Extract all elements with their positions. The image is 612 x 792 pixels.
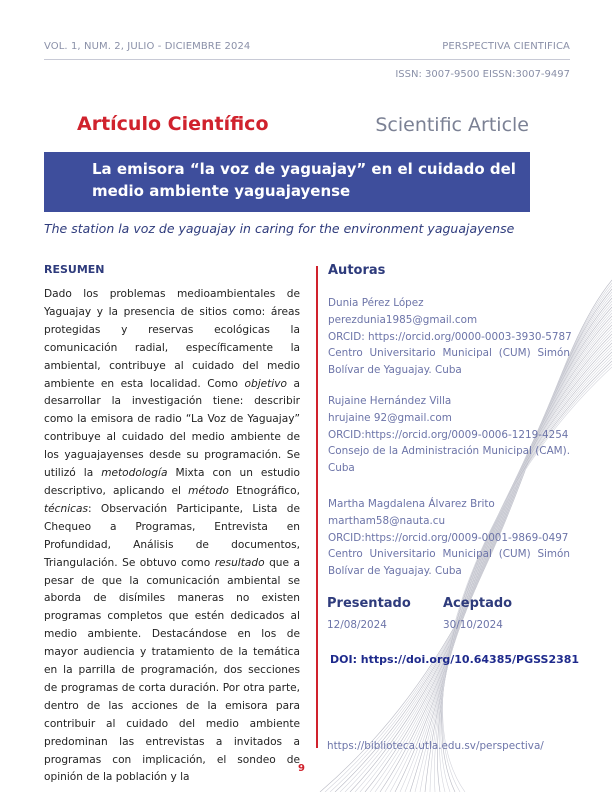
author-name: Dunia Pérez López bbox=[328, 297, 424, 309]
author-email[interactable]: perezdunia1985@gmail.com bbox=[328, 313, 478, 326]
author-name: Rujaine Hernández Villa bbox=[328, 395, 452, 407]
accepted-label: Aceptado bbox=[443, 596, 513, 611]
abstract-emphasis: técnicas bbox=[44, 502, 88, 515]
abstract-text: : Observación Participante, Lista de Chequeo a Programas, Entrevista en Profundidad, Análisis de documentos, Triangulación. Se obtuvo como bbox=[44, 502, 300, 569]
abstract-text: Etnográfico, bbox=[228, 484, 300, 497]
author-entry bbox=[328, 496, 570, 580]
author-email[interactable]: hrujaine 92@gmail.com bbox=[328, 411, 452, 424]
authors-heading: Autoras bbox=[328, 263, 386, 278]
abstract-text: Dado los problemas medioambientales de Yaguajay y la presencia de sitios como: áreas protegidas y reservas ecológicas la comunicación radial, específicamente la ambiental, contribuye al cuidado del medio ambiente en esta localidad. Como bbox=[44, 288, 300, 390]
submitted-label: Presentado bbox=[327, 596, 411, 611]
abstract-emphasis: metodología bbox=[101, 467, 168, 480]
abstract-text: a desarrollar la investigación tiene: describir como la emisora de radio “La Voz de Yaguajay” contribuye al cuidado del medio ambiente de los yaguajayenses desde su programación. Se utilizó la bbox=[44, 377, 301, 480]
header-volume: VOL. 1, NUM. 2, JULIO - DICIEMBRE 2024 bbox=[44, 41, 251, 52]
author-institution: Consejo de la Administración Municipal (CAM). Cuba bbox=[328, 445, 570, 475]
author-orcid[interactable]: ORCID:https://orcid.org/0009-0006-1219-4254 bbox=[328, 428, 569, 441]
journal-url-link[interactable]: https://biblioteca.utla.edu.sv/perspectiva/ bbox=[327, 740, 544, 752]
abstract-text: Mixta con un estudio descriptivo, aplicando el bbox=[44, 467, 300, 497]
author-entry bbox=[328, 295, 570, 379]
article-type-spanish: Artículo Científico bbox=[77, 113, 269, 135]
author-name: Martha Magdalena Álvarez Brito bbox=[328, 498, 495, 510]
page-number: 9 bbox=[298, 763, 305, 774]
abstract-body bbox=[44, 286, 300, 787]
header-journal-name: PERSPECTIVA CIENTIFICA bbox=[442, 41, 570, 52]
header-divider bbox=[44, 59, 570, 60]
header-issn: ISSN: 3007-9500 EISSN:3007-9497 bbox=[395, 69, 570, 80]
submitted-date: 12/08/2024 bbox=[327, 619, 387, 631]
accepted-date: 30/10/2024 bbox=[443, 619, 503, 631]
article-title-english: The station la voz de yaguajay in caring for the environment yaguajayense bbox=[44, 221, 515, 236]
column-divider bbox=[316, 266, 318, 748]
author-email[interactable]: martham58@nauta.cu bbox=[328, 514, 446, 527]
abstract-text: que a pesar de que la comunicación ambiental se aborda de disímiles maneras no existen programas completos que estén dedicados al medio ambiente. Destacándose en los de mayor audiencia y tratamiento de la temática en la parrilla de programación, dos secciones de programas de corta duración. Por otra parte, dentro de las acciones de la emisora para contribuir al cuidado del medio ambiente predominan las entrevistas a invitados a programas con implicación, el sondeo de opinión de la población y la bbox=[44, 556, 300, 784]
doi-link[interactable]: DOI: https://doi.org/10.64385/PGSS2381 bbox=[330, 653, 580, 666]
abstract-emphasis: objetivo bbox=[244, 377, 287, 390]
article-title: La emisora “la voz de yaguajay” en el cuidado del medio ambiente yaguajayense bbox=[92, 160, 516, 200]
abstract-heading: RESUMEN bbox=[44, 263, 105, 276]
author-institution: Centro Universitario Municipal (CUM) Simón Bolívar de Yaguajay. Cuba bbox=[328, 548, 570, 578]
abstract-emphasis: método bbox=[188, 484, 229, 497]
author-orcid[interactable]: ORCID:https://orcid.org/0009-0001-9869-0497 bbox=[328, 531, 569, 544]
abstract-emphasis: resultado bbox=[214, 556, 265, 569]
author-orcid[interactable]: ORCID: https://orcid.org/0000-0003-3930-5787 bbox=[328, 330, 572, 343]
author-entry bbox=[328, 393, 570, 477]
article-type-english: Scientific Article bbox=[375, 114, 529, 136]
author-institution: Centro Universitario Municipal (CUM) Simón Bolívar de Yaguajay. Cuba bbox=[328, 347, 570, 377]
